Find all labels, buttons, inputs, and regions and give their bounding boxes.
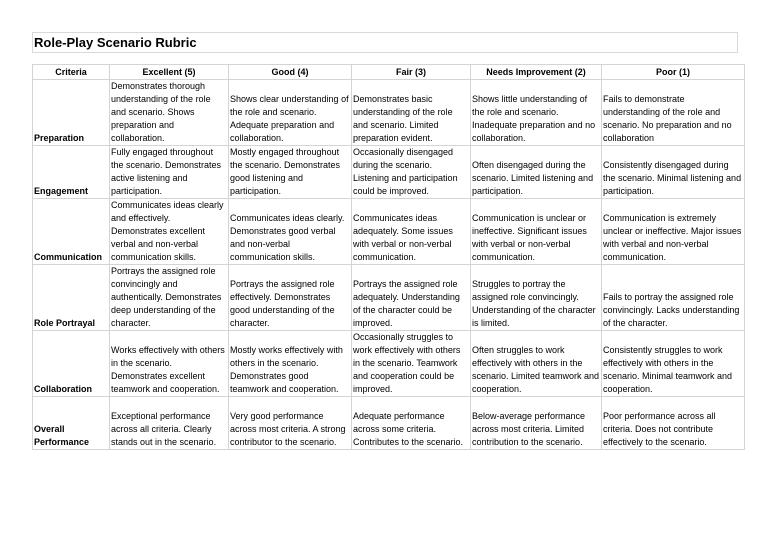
table-cell: Communication is extremely unclear or ineffective. Major issues with verbal and non-verbal communication. xyxy=(602,199,745,265)
table-cell: Portrays the assigned role effectively. Demonstrates good understanding of the character. xyxy=(229,265,352,331)
table-cell: Often disengaged during the scenario. Limited listening and participation. xyxy=(471,146,602,199)
table-row xyxy=(33,331,745,397)
table-cell: Shows clear understanding of the role and scenario. Adequate preparation and collaboration. xyxy=(229,80,352,146)
header-row xyxy=(33,65,745,80)
criteria-cell: Communication xyxy=(33,199,110,265)
table-cell: Shows little understanding of the role and scenario. Inadequate preparation and no collaboration. xyxy=(471,80,602,146)
table-cell: Demonstrates basic understanding of the role and scenario. Limited preparation evident. xyxy=(352,80,471,146)
rubric-table xyxy=(32,64,745,450)
table-cell: Occasionally disengaged during the scenario. Listening and participation could be improved. xyxy=(352,146,471,199)
table-cell: Below-average performance across most criteria. Limited contribution to the scenario. xyxy=(471,397,602,450)
table-cell: Mostly engaged throughout the scenario. Demonstrates good listening and participation. xyxy=(229,146,352,199)
table-cell: Adequate performance across some criteria. Contributes to the scenario. xyxy=(352,397,471,450)
criteria-cell: Engagement xyxy=(33,146,110,199)
table-cell: Fails to demonstrate understanding of the role and scenario. No preparation and no collaboration xyxy=(602,80,745,146)
table-row xyxy=(33,265,745,331)
table-row xyxy=(33,397,745,450)
criteria-cell: Overall Performance xyxy=(33,397,110,450)
table-row xyxy=(33,146,745,199)
header-fair: Fair (3) xyxy=(352,65,471,80)
table-cell: Poor performance across all criteria. Does not contribute effectively to the scenario. xyxy=(602,397,745,450)
table-cell: Communication is unclear or ineffective. Significant issues with verbal or non-verbal communication. xyxy=(471,199,602,265)
table-cell: Occasionally struggles to work effectively with others in the scenario. Teamwork and cooperation could be improved. xyxy=(352,331,471,397)
table-cell: Communicates ideas clearly and effectively. Demonstrates excellent verbal and non-verbal communication skills. xyxy=(110,199,229,265)
header-good: Good (4) xyxy=(229,65,352,80)
criteria-cell: Preparation xyxy=(33,80,110,146)
table-cell: Portrays the assigned role adequately. Understanding of the character could be improved. xyxy=(352,265,471,331)
table-cell: Communicates ideas adequately. Some issues with verbal or non-verbal communication. xyxy=(352,199,471,265)
header-excellent: Excellent (5) xyxy=(110,65,229,80)
title-box xyxy=(32,32,738,53)
table-cell: Struggles to portray the assigned role convincingly. Understanding of the character is limited. xyxy=(471,265,602,331)
criteria-cell: Role Portrayal xyxy=(33,265,110,331)
table-cell: Fails to portray the assigned role convincingly. Lacks understanding of the character. xyxy=(602,265,745,331)
table-cell: Works effectively with others in the scenario. Demonstrates excellent teamwork and cooperation. xyxy=(110,331,229,397)
table-cell: Fully engaged throughout the scenario. Demonstrates active listening and participation. xyxy=(110,146,229,199)
table-row xyxy=(33,199,745,265)
table-cell: Demonstrates thorough understanding of the role and scenario. Shows preparation and collaboration. xyxy=(110,80,229,146)
table-cell: Mostly works effectively with others in the scenario. Demonstrates good teamwork and cooperation. xyxy=(229,331,352,397)
table-row xyxy=(33,80,745,146)
header-poor: Poor (1) xyxy=(602,65,745,80)
table-cell: Portrays the assigned role convincingly and authentically. Demonstrates deep understanding of the character. xyxy=(110,265,229,331)
criteria-cell: Collaboration xyxy=(33,331,110,397)
table-cell: Communicates ideas clearly. Demonstrates good verbal and non-verbal communication skills. xyxy=(229,199,352,265)
table-cell: Often struggles to work effectively with others in the scenario. Limited teamwork and cooperation. xyxy=(471,331,602,397)
header-needs-improvement: Needs Improvement (2) xyxy=(471,65,602,80)
table-cell: Consistently disengaged during the scenario. Minimal listening and participation. xyxy=(602,146,745,199)
header-criteria: Criteria xyxy=(33,65,110,80)
table-cell: Very good performance across most criteria. A strong contributor to the scenario. xyxy=(229,397,352,450)
page-title: Role-Play Scenario Rubric xyxy=(34,35,197,50)
table-cell: Exceptional performance across all criteria. Clearly stands out in the scenario. xyxy=(110,397,229,450)
table-cell: Consistently struggles to work effectively with others in the scenario. Minimal teamwork and cooperation. xyxy=(602,331,745,397)
